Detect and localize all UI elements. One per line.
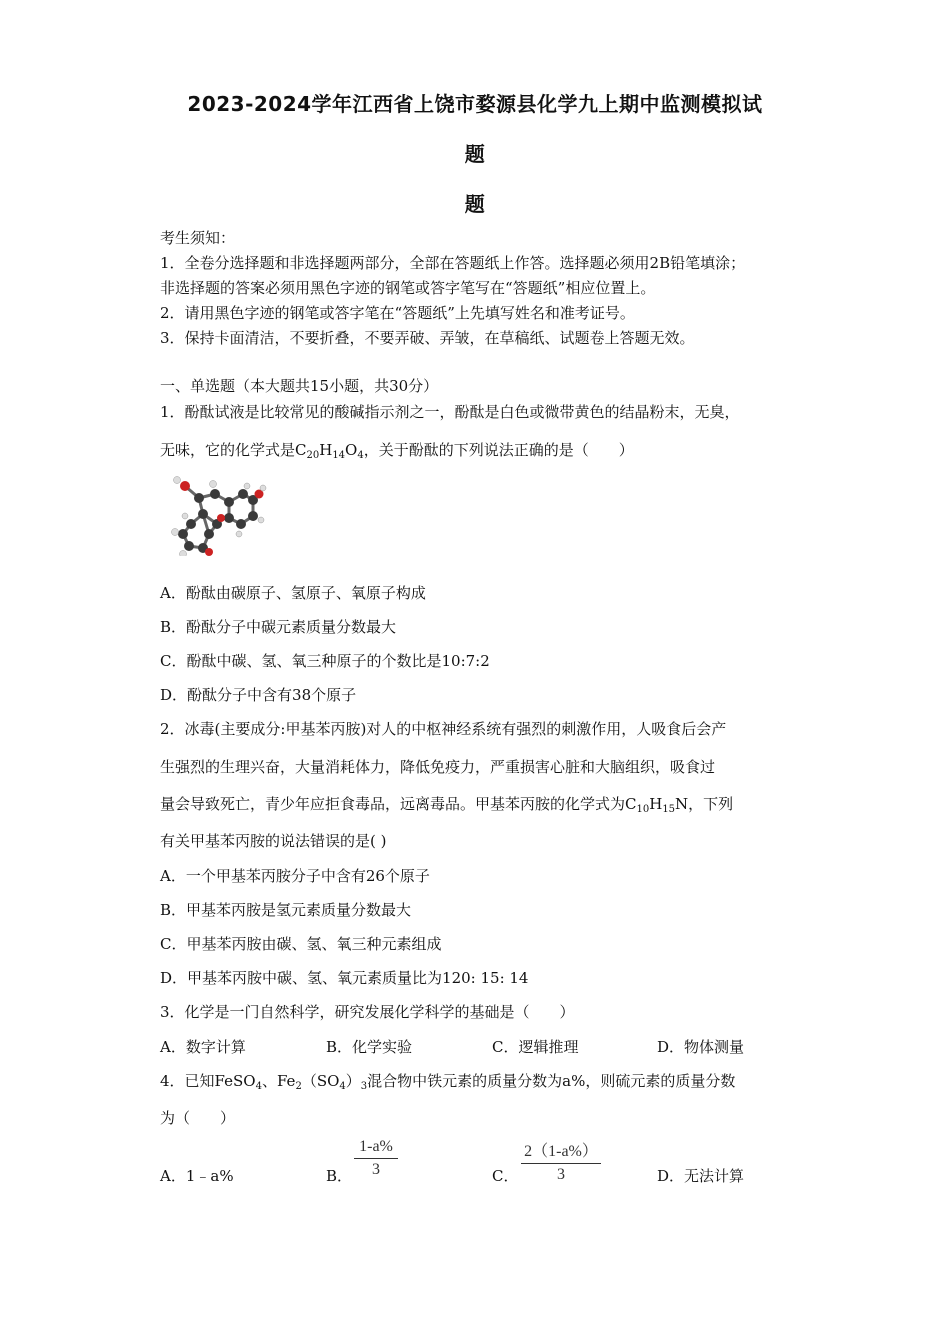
- q4-option-c-fraction: [521, 1138, 601, 1184]
- q1-option-d: D．酚酞分子中含有38个原子: [160, 686, 357, 704]
- q4-stem-line-1: 4．已知FeSO$_4$、$Fe_2(SO_4)_3$混合物中铁元素的质量分数为a%，则硫元素的质量分数: [160, 1072, 736, 1092]
- notice-item-2: 2．请用黑色字迹的钢笔或答字笔在“答题纸”上先填写姓名和准考证号。: [160, 304, 635, 322]
- q2-stem-line-4: 有关甲基苯丙胺的说法错误的是( ): [160, 832, 387, 850]
- notice-item-1b: 非选择题的答案必须用黑色字迹的钢笔或答字笔写在“答题纸”相应位置上。: [160, 279, 656, 297]
- q4-option-b-fraction: [354, 1138, 398, 1179]
- q2-option-a: A．一个甲基苯丙胺分子中含有26个原子: [160, 867, 430, 885]
- q4-option-b-denominator: 3: [372, 1161, 380, 1178]
- q3-option-a: A．数字计算: [160, 1038, 246, 1056]
- q2-option-b: B．甲基苯丙胺是氢元素质量分数最大: [160, 901, 412, 919]
- q4-option-d: D．无法计算: [657, 1167, 745, 1185]
- q4-stem-line-2: 为（ ）: [160, 1109, 236, 1127]
- q2-option-c: C．甲基苯丙胺由碳、氢、氧三种元素组成: [160, 935, 442, 953]
- q1-option-c: C．酚酞中碳、氢、氧三种原子的个数比是10:7:2: [160, 652, 490, 670]
- q4-option-c-numerator: 2（1-a%）: [521, 1138, 601, 1164]
- q2-stem-line-2: 生强烈的生理兴奋，大量消耗体力，降低免疫力，严重损害心脏和大脑组织，吸食过: [160, 758, 716, 776]
- q1-option-b: B．酚酞分子中碳元素质量分数最大: [160, 618, 397, 636]
- q4-option-b: B．: [326, 1167, 353, 1185]
- q3-stem: 3．化学是一门自然科学，研究发展化学科学的基础是（ ）: [160, 1003, 575, 1021]
- q3-option-d: D．物体测量: [657, 1038, 745, 1056]
- q2-stem-line-1: 2．冰毒(主要成分:甲基苯丙胺)对人的中枢神经系统有强烈的刺激作用，人吸食后会产: [160, 720, 727, 738]
- q2-option-d: D．甲基苯丙胺中碳、氢、氧元素质量比为120: 15: 14: [160, 969, 529, 987]
- q1-stem-line-1: 1．酚酞试液是比较常见的酸碱指示剂之一，酚酞是白色或微带黄色的结晶粉末，无臭，: [160, 403, 740, 421]
- q4-option-a: A．1﹣a%: [160, 1167, 234, 1185]
- notice-item-3: 3．保持卡面清洁，不要折叠，不要弄破、弄皱，在草稿纸、试题卷上答题无效。: [160, 329, 695, 347]
- q4-option-b-numerator: 1-a%: [354, 1138, 398, 1159]
- q1-stem-line-2: 无味，它的化学式是$C_{20}H_{14}O_4$，关于酚酞的下列说法正确的是（ ）: [160, 441, 634, 461]
- exam-title-line-1: 2023-2024学年江西省上饶市婺源县化学九上期中监测模拟试: [187, 92, 763, 116]
- notice-item-1a: 1．全卷分选择题和非选择题两部分，全部在答题纸上作答。选择题必须用2B铅笔填涂；: [160, 254, 746, 272]
- q1-option-a: A．酚酞由碳原子、氢原子、氧原子构成: [160, 584, 426, 602]
- section-heading: 一、单选题（本大题共15小题，共30分）: [160, 377, 439, 395]
- exam-title-line-3: 题: [464, 192, 486, 216]
- exam-title-line-2: 题: [464, 142, 486, 166]
- q4-option-c: C．: [492, 1167, 519, 1185]
- phenolphthalein-molecule-image: [163, 472, 267, 556]
- q2-stem-line-3: 量会导致死亡，青少年应拒食毒品，远离毒品。甲基苯丙胺的化学式为$C_{10}H_{15}N$，下列: [160, 795, 734, 815]
- q4-option-c-denominator: 3: [557, 1166, 565, 1183]
- q3-option-b: B．化学实验: [326, 1038, 413, 1056]
- q3-option-c: C．逻辑推理: [492, 1038, 579, 1056]
- notice-heading: 考生须知：: [160, 229, 236, 247]
